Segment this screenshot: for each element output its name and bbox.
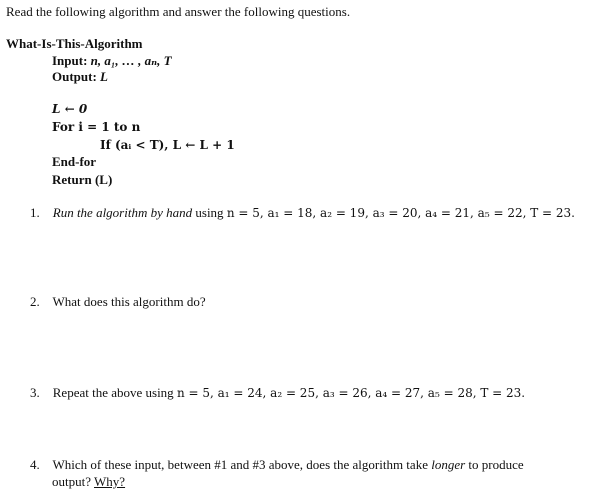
- question-why: Why?: [94, 474, 126, 489]
- input-value: n, a₁, … , aₙ, T: [90, 53, 172, 68]
- output-label: Output:: [52, 69, 97, 84]
- algorithm-input: [52, 53, 172, 69]
- question-math: n = 5, a₁ = 24, a₂ = 25, a₃ = 26, a₄ = 27, a₅ = 28, T = 23.: [176, 386, 526, 400]
- question-3: [30, 385, 525, 401]
- question-1: [30, 205, 575, 221]
- algo-line-endfor: End-for: [52, 154, 97, 169]
- question-4: [30, 457, 524, 473]
- algo-line-if: If (aᵢ < T), L ← L + 1: [100, 138, 235, 152]
- question-4-line-2: [52, 474, 125, 490]
- question-text: Repeat the above using: [52, 385, 177, 400]
- question-italic: longer: [431, 457, 466, 472]
- question-2: [30, 294, 206, 310]
- algorithm-output: [52, 69, 108, 85]
- input-label: Input:: [52, 53, 88, 68]
- question-text: using: [192, 205, 227, 220]
- question-number: 4.: [30, 457, 40, 472]
- question-text-line2: output?: [52, 474, 95, 489]
- question-number: 3.: [30, 385, 40, 400]
- question-italic: Run the algorithm by hand: [52, 205, 193, 220]
- question-text: Which of these input, between #1 and #3 above, does the algorithm take: [52, 457, 432, 472]
- algo-line-return: Return (L): [52, 172, 113, 187]
- algo-line-for: For i = 1 to n: [52, 120, 141, 134]
- algo-line-init: L ← 0: [52, 102, 88, 116]
- question-number: 1.: [30, 205, 40, 220]
- intro-text: Read the following algorithm and answer the following questions.: [6, 4, 351, 19]
- question-math: n = 5, a₁ = 18, a₂ = 19, a₃ = 20, a₄ = 21, a₅ = 22, T = 23.: [226, 206, 575, 220]
- output-value: L: [100, 69, 108, 84]
- question-text-cont: to produce: [465, 457, 524, 472]
- algorithm-title: What-Is-This-Algorithm: [6, 36, 143, 51]
- question-text: What does this algorithm do?: [52, 294, 206, 309]
- question-number: 2.: [30, 294, 40, 309]
